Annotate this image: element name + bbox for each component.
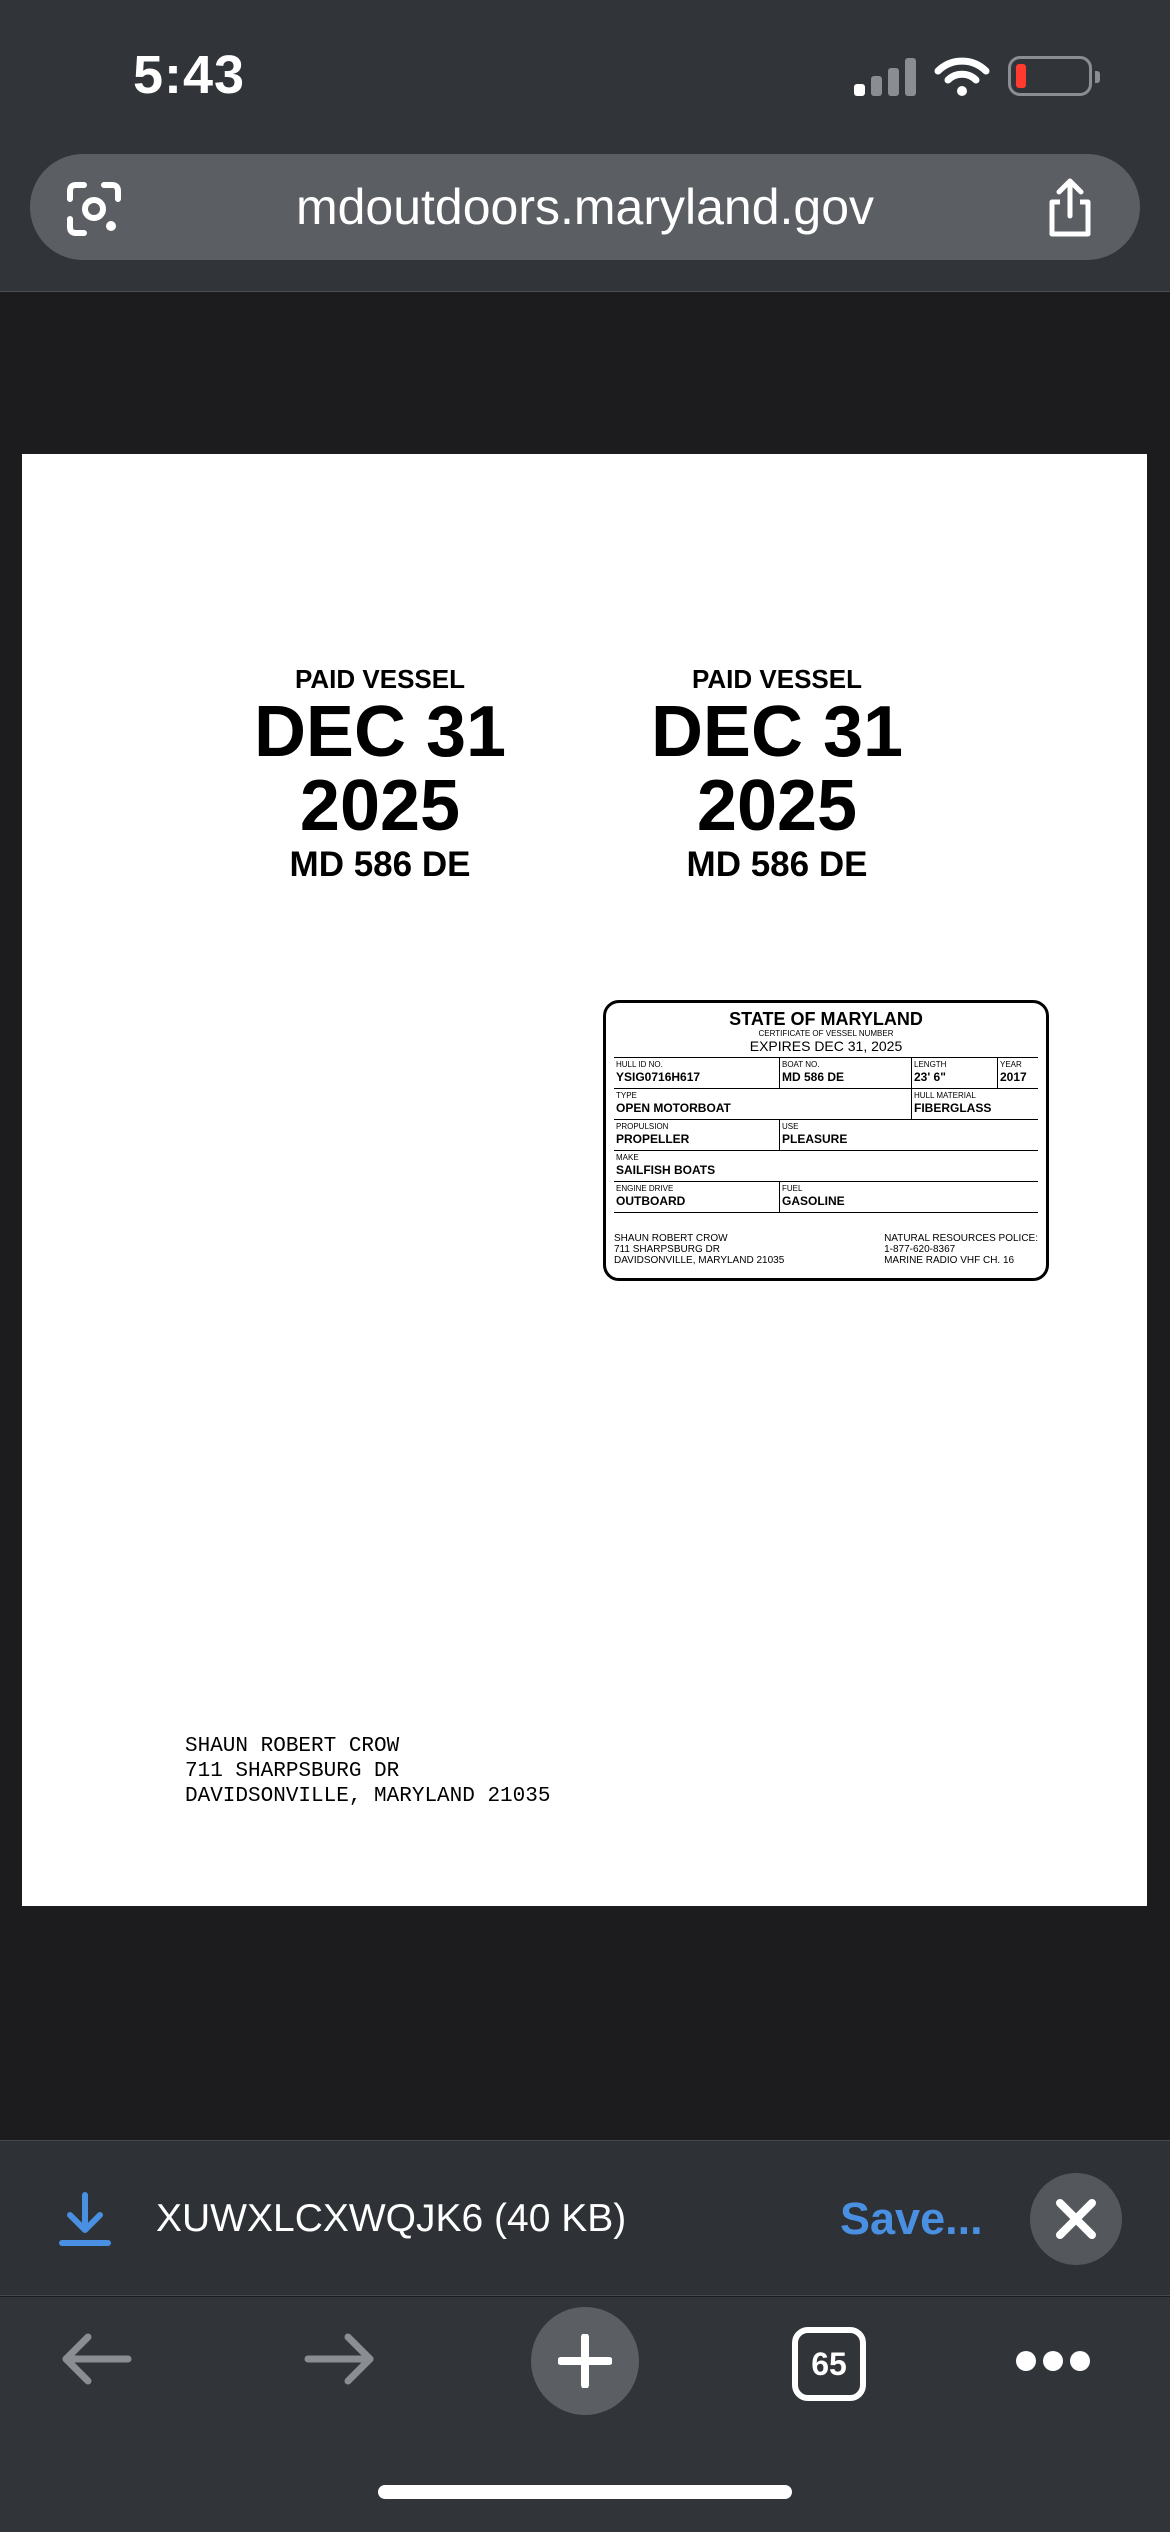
fuel-label: FUEL	[782, 1184, 803, 1193]
boat-no-value: MD 586 DE	[782, 1070, 845, 1084]
hull-id-label: HULL ID NO.	[616, 1060, 663, 1069]
browser-toolbar	[0, 2297, 1170, 2532]
year-value: 2017	[1000, 1070, 1027, 1084]
type-cell	[614, 1089, 911, 1119]
decal-number: MD 586 DE	[289, 845, 471, 884]
share-icon[interactable]	[1040, 178, 1100, 238]
plus-icon	[558, 2334, 612, 2388]
boat-no-label: BOAT NO.	[782, 1060, 820, 1069]
certificate-row	[614, 1182, 1038, 1213]
forward-arrow-icon[interactable]	[302, 2329, 378, 2389]
certificate-subtitle: CERTIFICATE OF VESSEL NUMBER	[758, 1029, 894, 1038]
wifi-icon	[934, 55, 990, 97]
decal-label: PAID VESSEL	[691, 664, 862, 694]
police-line: 1-877-620-8367	[884, 1244, 956, 1255]
back-arrow-icon[interactable]	[58, 2329, 134, 2389]
decal-label: PAID VESSEL	[294, 664, 465, 694]
length-cell	[911, 1058, 997, 1088]
url-text[interactable]: mdoutdoors.maryland.gov	[295, 179, 875, 235]
close-download-button[interactable]	[1030, 2173, 1122, 2265]
length-label: LENGTH	[914, 1060, 947, 1069]
decal-year: 2025	[696, 766, 858, 846]
certificate-row	[614, 1089, 1038, 1120]
owner-line: 711 SHARPSBURG DR	[614, 1244, 720, 1255]
more-dots-icon[interactable]	[1016, 2351, 1090, 2371]
hull-material-value: FIBERGLASS	[914, 1101, 992, 1115]
year-cell	[997, 1058, 1038, 1088]
police-line: NATURAL RESOURCES POLICE:	[884, 1233, 1038, 1244]
certificate-police-contact	[884, 1233, 1038, 1266]
owner-line: SHAUN ROBERT CROW	[614, 1233, 728, 1244]
fuel-value: GASOLINE	[782, 1194, 845, 1208]
browser-top-chrome	[0, 0, 1170, 292]
status-time: 5:43	[133, 45, 246, 105]
certificate-row	[614, 1151, 1038, 1182]
hull-material-cell	[911, 1089, 1038, 1119]
certificate-row	[614, 1058, 1038, 1089]
certificate-footer	[614, 1213, 1038, 1266]
save-button[interactable]: Save...	[840, 2193, 983, 2244]
make-cell	[614, 1151, 1038, 1181]
certificate-row	[614, 1120, 1038, 1151]
download-bar	[0, 2140, 1170, 2296]
address-line: DAVIDSONVILLE, MARYLAND 21035	[185, 1785, 551, 1808]
police-line: MARINE RADIO VHF CH. 16	[884, 1255, 1015, 1266]
owner-line: DAVIDSONVILLE, MARYLAND 21035	[614, 1255, 785, 1266]
battery-low-icon	[1008, 56, 1092, 96]
type-value: OPEN MOTORBOAT	[616, 1101, 731, 1115]
use-label: USE	[782, 1122, 799, 1131]
download-arrow-icon	[58, 2191, 112, 2247]
vessel-decal	[240, 664, 520, 885]
address-line: SHAUN ROBERT CROW	[185, 1735, 400, 1758]
engine-drive-cell	[614, 1182, 779, 1212]
propulsion-cell	[614, 1120, 779, 1150]
certificate-title: STATE OF MARYLAND	[729, 1009, 923, 1029]
use-cell	[779, 1120, 1038, 1150]
fuel-cell	[779, 1182, 1038, 1212]
decal-year: 2025	[299, 766, 461, 846]
certificate-expiration: EXPIRES DEC 31, 2025	[614, 1038, 1038, 1058]
document-page	[22, 454, 1147, 1906]
address-line: 711 SHARPSBURG DR	[185, 1760, 400, 1783]
propulsion-value: PROPELLER	[616, 1132, 690, 1146]
download-file-name: XUWXLCXWQJK6 (40 KB)	[156, 2197, 627, 2240]
vessel-decal	[637, 664, 917, 885]
mailing-address	[185, 1734, 550, 1809]
engine-drive-value: OUTBOARD	[616, 1194, 686, 1208]
use-value: PLEASURE	[782, 1132, 848, 1146]
cellular-signal-icon	[854, 56, 916, 96]
certificate-owner	[614, 1233, 784, 1266]
hull-id-value: YSIG0716H617	[616, 1070, 701, 1084]
make-label: MAKE	[616, 1153, 639, 1162]
address-bar[interactable]	[30, 154, 1140, 260]
decal-date: DEC 31	[650, 692, 904, 772]
year-label: YEAR	[1000, 1060, 1022, 1069]
new-tab-button[interactable]	[531, 2297, 639, 2425]
tab-switcher-button[interactable]: 65	[792, 2327, 866, 2401]
propulsion-label: PROPULSION	[616, 1122, 669, 1131]
engine-drive-label: ENGINE DRIVE	[616, 1184, 674, 1193]
close-icon	[1054, 2197, 1098, 2241]
hull-material-label: HULL MATERIAL	[914, 1091, 976, 1100]
decal-number: MD 586 DE	[686, 845, 868, 884]
home-indicator	[378, 2485, 792, 2499]
hull-id-cell	[614, 1058, 779, 1088]
vessel-certificate	[603, 1000, 1049, 1281]
decal-date: DEC 31	[253, 692, 507, 772]
length-value: 23' 6"	[914, 1070, 946, 1084]
make-value: SAILFISH BOATS	[616, 1163, 716, 1177]
boat-no-cell	[779, 1058, 911, 1088]
type-label: TYPE	[616, 1091, 637, 1100]
